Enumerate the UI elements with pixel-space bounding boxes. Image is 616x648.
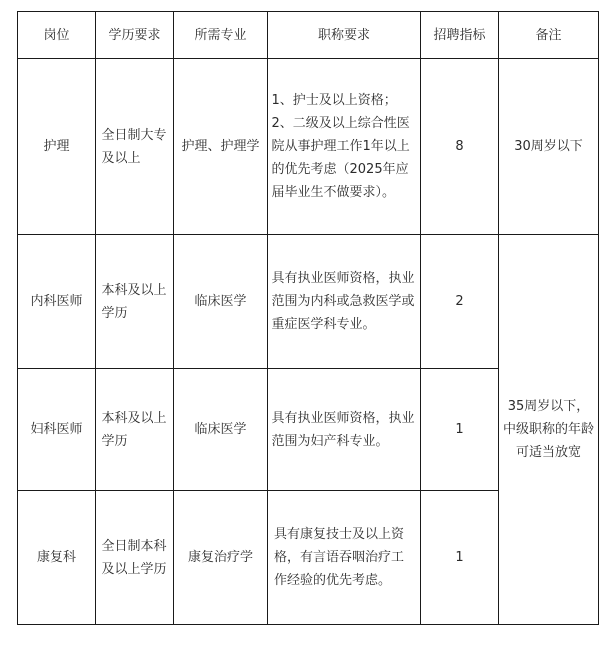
header-title-requirement: 职称要求	[268, 12, 421, 59]
cell-position: 护理	[18, 59, 96, 235]
cell-education: 全日制大专及以上	[96, 59, 174, 235]
table-row	[18, 235, 599, 369]
cell-title-requirement: 具有康复技士及以上资格，有言语吞咽治疗工作经验的优先考虑。	[268, 491, 421, 625]
cell-education: 本科及以上学历	[96, 235, 174, 369]
cell-major: 康复治疗学	[174, 491, 268, 625]
recruitment-table	[17, 11, 599, 625]
cell-major: 护理、护理学	[174, 59, 268, 235]
cell-position: 妇科医师	[18, 369, 96, 491]
header-education: 学历要求	[96, 12, 174, 59]
cell-major: 临床医学	[174, 235, 268, 369]
table-row	[18, 59, 599, 235]
cell-education: 本科及以上学历	[96, 369, 174, 491]
cell-position: 内科医师	[18, 235, 96, 369]
cell-position: 康复科	[18, 491, 96, 625]
header-major: 所需专业	[174, 12, 268, 59]
cell-quota: 8	[421, 59, 499, 235]
header-quota: 招聘指标	[421, 12, 499, 59]
cell-major: 临床医学	[174, 369, 268, 491]
cell-remark: 35周岁以下，中级职称的年龄可适当放宽	[499, 235, 599, 625]
cell-title-requirement: 1、护士及以上资格；2、二级及以上综合性医院从事护理工作1年以上的优先考虑（2025年应届毕业生不做要求）。	[268, 59, 421, 235]
cell-quota: 2	[421, 235, 499, 369]
cell-education: 全日制本科及以上学历	[96, 491, 174, 625]
header-position: 岗位	[18, 12, 96, 59]
cell-quota: 1	[421, 491, 499, 625]
cell-quota: 1	[421, 369, 499, 491]
cell-remark: 30周岁以下	[499, 59, 599, 235]
cell-title-requirement: 具有执业医师资格，执业范围为妇产科专业。	[268, 369, 421, 491]
cell-title-requirement: 具有执业医师资格，执业范围为内科或急救医学或重症医学科专业。	[268, 235, 421, 369]
table-header-row	[18, 12, 599, 59]
header-remark: 备注	[499, 12, 599, 59]
